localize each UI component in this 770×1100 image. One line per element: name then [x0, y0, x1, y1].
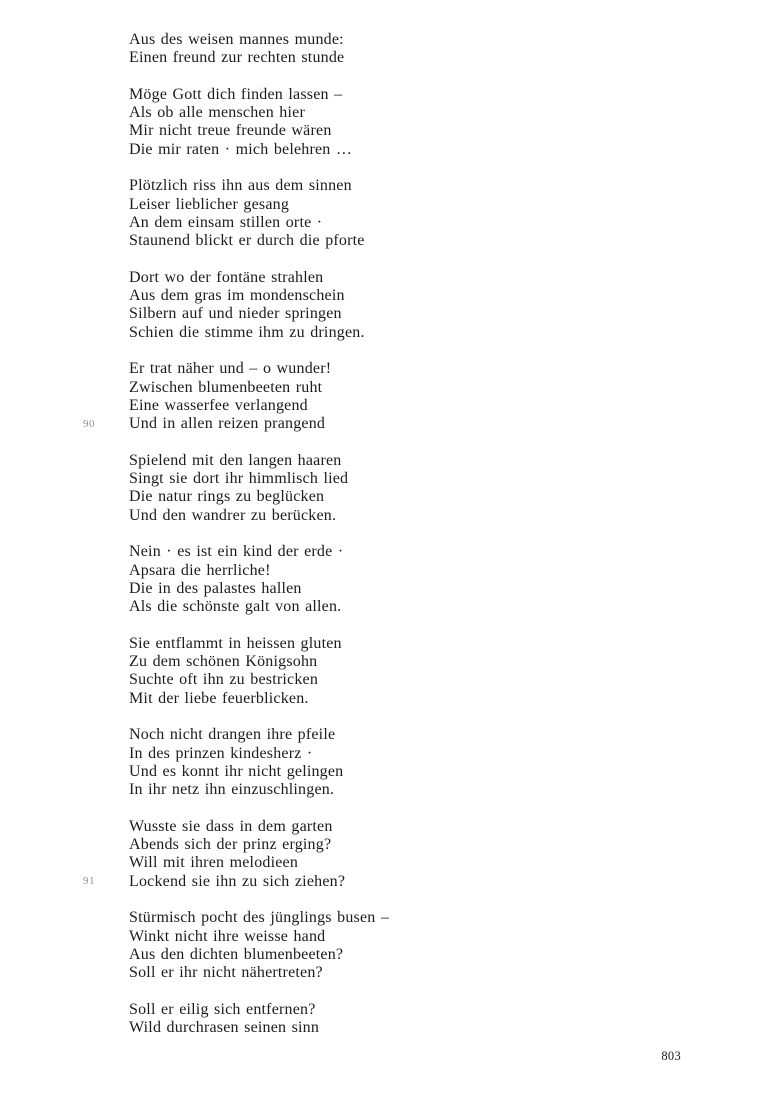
poem-line: Abends sich der prinz erging?	[129, 836, 332, 854]
poem-line: Aus den dichten blumenbeeten?	[129, 945, 344, 963]
poem-stanza	[83, 360, 389, 433]
poem-stanza	[129, 909, 389, 982]
poem-stanza	[129, 86, 389, 159]
poem-line: Möge Gott dich finden lassen –	[129, 85, 343, 103]
poem-line: Aus des weisen mannes munde:	[129, 31, 344, 48]
poem-text	[83, 31, 390, 1056]
poem-line: Wild durchrasen seinen sinn	[129, 1019, 320, 1037]
poem-line: Die mir raten · mich belehren …	[129, 140, 353, 158]
poem-line: Mit der liebe feuerblicken.	[129, 689, 309, 707]
poem-line: In des prinzen kindesherz ·	[129, 744, 313, 762]
poem-line: Einen freund zur rechten stunde	[129, 49, 345, 67]
poem-line: Die natur rings zu beglücken	[129, 488, 325, 506]
poem-line: Apsara die herrliche!	[129, 561, 271, 579]
poem-line: Und den wandrer zu berücken.	[129, 506, 337, 524]
poem-line: Als die schönste galt von allen.	[129, 598, 342, 616]
poem-line	[83, 872, 389, 891]
poem-line: Und es konnt ihr nicht gelingen	[129, 762, 344, 780]
poem-stanza	[129, 726, 389, 799]
poem-line: Sie entflammt in heissen gluten	[129, 634, 342, 652]
poem-stanza	[129, 1001, 389, 1038]
poem-stanza	[129, 543, 389, 616]
poem-stanza	[129, 31, 389, 68]
page-number: 803	[661, 1049, 681, 1063]
poem-line-text: Lockend sie ihn zu sich ziehen?	[129, 872, 346, 890]
poem-stanza	[129, 269, 389, 342]
poem-line: Silbern auf und nieder springen	[129, 305, 342, 323]
poem-line: Er trat näher und – o wunder!	[129, 360, 332, 378]
poem-line: Die in des palastes hallen	[129, 579, 302, 597]
poem-line: Eine wasserfee verlangend	[129, 396, 308, 414]
poem-line: Wusste sie dass in dem garten	[129, 817, 333, 835]
poem-line: Leiser lieblicher gesang	[129, 195, 290, 213]
poem-line: Schien die stimme ihm zu dringen.	[129, 323, 365, 341]
poem-line: Mir nicht treue freunde wären	[129, 122, 332, 140]
poem-line-text: Und in allen reizen prangend	[129, 415, 326, 433]
poem-stanza	[129, 635, 389, 708]
poem-line: Nein · es ist ein kind der erde ·	[129, 543, 344, 561]
poem-line: Als ob alle menschen hier	[129, 104, 305, 122]
poem-line: An dem einsam stillen orte ·	[129, 213, 323, 231]
poem-line: Staunend blickt er durch die pforte	[129, 232, 365, 250]
poem-line: Aus dem gras im mondenschein	[129, 287, 345, 305]
margin-line-number: 90	[83, 417, 95, 430]
poem-line: Spielend mit den langen haaren	[129, 451, 342, 469]
poem-line: Winkt nicht ihre weisse hand	[129, 927, 326, 945]
poem-line: Singt sie dort ihr himmlisch lied	[129, 470, 349, 488]
poem-line: Soll er eilig sich entfernen?	[129, 1000, 316, 1018]
poem-line: Soll er ihr nicht nähertreten?	[129, 964, 323, 982]
poem-line: Stürmisch pocht des jünglings busen –	[129, 909, 390, 927]
poem-line	[83, 415, 389, 433]
poem-line: Zwischen blumenbeeten ruht	[129, 378, 323, 396]
poem-stanza	[129, 452, 389, 525]
poem-line: Will mit ihren melodieen	[129, 854, 299, 872]
poem-line: Plötzlich riss ihn aus dem sinnen	[129, 177, 352, 195]
poem-line: Zu dem schönen Königsohn	[129, 653, 318, 671]
margin-line-number: 91	[83, 875, 95, 888]
poem-line: Dort wo der fontäne strahlen	[129, 268, 324, 286]
poem-line: Noch nicht drangen ihre pfeile	[129, 726, 336, 744]
poem-line: In ihr netz ihn einzuschlingen.	[129, 781, 335, 799]
poem-stanza	[129, 177, 389, 250]
poem-stanza	[83, 817, 389, 891]
poem-line: Suchte oft ihn zu bestricken	[129, 671, 319, 689]
